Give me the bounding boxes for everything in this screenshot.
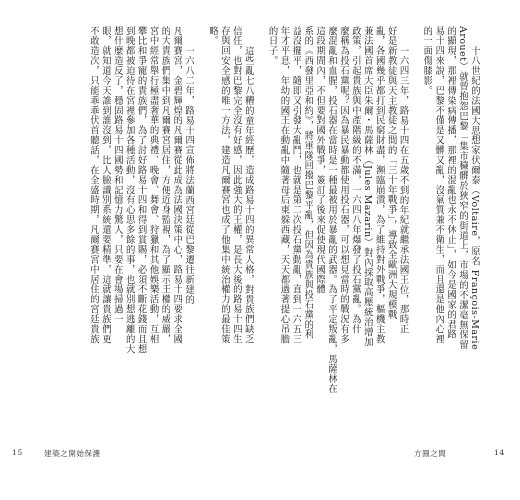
text-column: 益沒擺平，隨即又引發大亂鬥，也就是第二次投石黨動亂，直到一六五三 <box>290 26 302 345</box>
text-column: 的大貴族們集中到凡爾賽宮居住，方便近身監視，為了顯示王權的威嚴， <box>159 26 171 345</box>
text-column: 略。 <box>207 26 219 46</box>
text-column: Arouet）就曾抱怨巴黎「集市穢髒於狹窄的街道上，市場的不潔毫無保留 <box>457 26 469 350</box>
left-page-number: 15 <box>12 448 23 457</box>
text-column: 的日子。 <box>266 26 278 66</box>
text-column: 易十四來說，巴黎不僅是又髒又亂，沒氣質兼不衛生，而且還是他內心裡 <box>433 26 445 345</box>
text-column: 眼，就知道今天誰到誰沒到，比人臉識別系統還要精準，這就讓貴族們更 <box>100 26 111 345</box>
text-column: 攀比和爭寵的貴族們，為了討好路易十四和得到賞賜，必須不斷花錢而且想 <box>135 26 147 355</box>
text-column: 宮中經常舉行極盡奢華的典禮、晚會、舞會、狩獵和其他娛樂活動，互相 <box>147 26 159 345</box>
text-column: 凡爾賽宮，金碧輝煌的凡爾賽從此成為法國決策中心，路易十四要求全國 <box>171 26 183 345</box>
text-column: 麼稱為投石黨呢？因為暴民暴動都使用投石器，可以想見當時的戰況有多 <box>338 26 350 345</box>
paragraph-gap <box>410 26 421 428</box>
text-column: 兼法國首席大臣朱爾・馬薩林（Jules Mazarin）對內採取高壓統治增加 <box>361 26 373 348</box>
paragraph-gap <box>255 26 266 428</box>
text-column: 這段期間內，不但要對國外戰爭，簽訂了後來促使現代國際體 <box>314 26 326 295</box>
text-column: 麼混亂和血腥，投石器在當時是一種最被用於暴亂的武器。為了平定叛亂，馬薩林在 <box>326 26 338 394</box>
text-column: 一六八二年，路易十四宣佈將法蘭西宮廷從巴黎遷往新建的 <box>183 46 195 305</box>
text-column: 一六四三年，路易十四在五歲不到的年紀就繼承法國王位，那時正 <box>397 46 409 335</box>
text-column: 十八世紀的法國大思想家伏爾泰（Voltaire，原名 François-Marie <box>469 46 480 351</box>
text-column: 系的《西發里亞和約》，將軍隊回撥巴黎平亂，但因為貴族與投石黨的利 <box>302 26 314 340</box>
right-page-number: 14 <box>494 448 505 457</box>
vertical-text-body <box>88 26 480 428</box>
right-running-title: 方圓之間 <box>414 449 447 458</box>
left-running-title: 建築之開始保護 <box>44 449 101 458</box>
text-column: 好是新教徒與天主教徒之間的「三十年戰爭」，導致全歐洲大規模戰 <box>385 26 397 320</box>
text-column: 亂，各國幾乎都打到民窮財盡，瀕臨崩潰，為了維持對外戰爭，樞機主教 <box>373 26 385 345</box>
text-column: 到晚都被迫待在宮裡參加各種活動，沒有心思多餘的事，也就別想逃離的大 <box>123 26 135 355</box>
text-column: 信任，也對巴黎完全沒有好感，因此強大的王權，是長大後的路易十四生 <box>230 26 242 345</box>
text-column: 年才平息，年幼的國王在動亂中隨著母后東躲西藏，天天都過著提心吊膽 <box>278 26 290 345</box>
text-column: 不敢造次，只能乖乖伏首聽話，在全盛時期，凡爾賽宮中居住的宮廷貴族 <box>88 26 99 345</box>
text-column: 的顯現，那裡傳染病傳播，那裡的混亂也永不休止」，如今是國家的君路 <box>445 26 457 340</box>
text-column: 的一面傷膝影。 <box>421 26 433 96</box>
text-column: 這些亂七八糟的童年經歷，造成路易十四的異常人格，對貴族們缺乏 <box>242 46 254 345</box>
text-column: 想什麼造反了，穩固路易十四國勢和記憶力驚人，只要在會場掃過一 <box>111 26 123 325</box>
text-column: 存與回安全感的唯一方法，建造凡爾賽宮也成了他集中統治權力的最佳策 <box>219 26 230 345</box>
paragraph-gap <box>195 26 206 428</box>
text-column: 政策，引起貴族與中產階級的不滿，一六四八年爆發了投石黨亂。為什 <box>350 26 361 335</box>
